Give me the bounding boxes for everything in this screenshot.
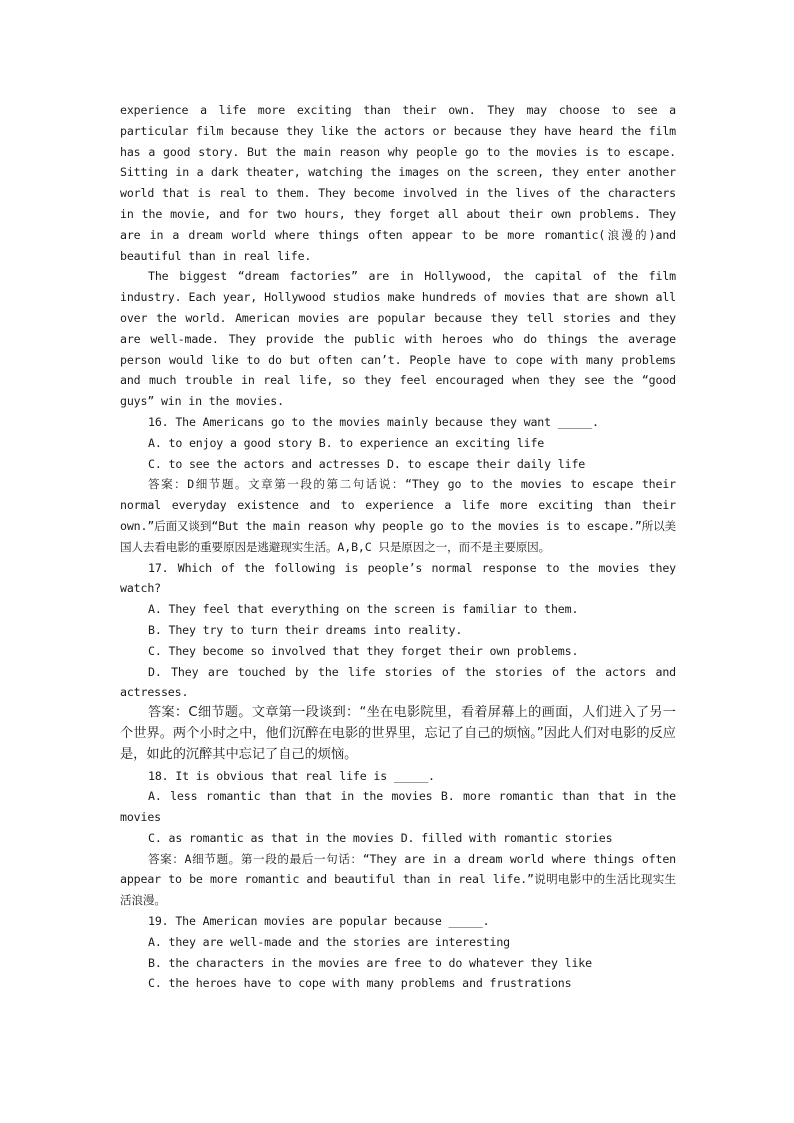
passage-paragraph-1: experience a life more exciting than their own. They may choose to see a particular film because they like the actors or because they have heard the film has a good story. But the main reason why people go to the movies is to escape. Sitting in a dark theater, watching the images on the screen, they enter another world that is real to them. They become involved in the lives of the characters in the movie, and for two hours, they forget all about their own problems. They are in a dream world where things often appear to be more romantic(浪漫的)and beautiful than in real life. — [120, 103, 676, 263]
question-16-options-row-1: A. to enjoy a good story B. to experience an exciting life — [148, 435, 545, 450]
question-16-options-row-2: C. to see the actors and actresses D. to escape their daily life — [148, 456, 586, 471]
passage-paragraph-2: The biggest “dream factories” are in Hollywood, the capital of the film industry. Each year, Hollywood studios make hundreds of movies that are shown all over the world. American movies are popular because they tell stories and they are well-made. They provide the public with heroes who do things the average person would like to do but often can’t. People have to cope with many problems and much trouble in real life, so they feel encouraged when they see the “good guys” win in the movies. — [120, 269, 676, 409]
question-17-option-c: C. They become so involved that they forget their own problems. — [148, 643, 579, 658]
question-19-option-b: B. the characters in the movies are free to do whatever they like — [148, 955, 592, 970]
question-16-answer: 答案：D细节题。文章第一段的第二句话说：“They go to the movies to escape their normal everyday existence and to experience a life more exciting than their own.”后面又谈到“But the main reason why people go to the movies is to escape.”所以美国人去看电影的重要原因是逃避现实生活。A,B,C 只是原因之一，而不是主要原因。 — [120, 477, 676, 554]
question-18-options-row-1: A. less romantic than that in the movies B. more romantic than that in the movies — [120, 789, 676, 825]
document-body — [120, 100, 676, 994]
question-16-stem: 16. The Americans go to the movies mainly because they want _____. — [148, 414, 599, 429]
question-18-stem: 18. It is obvious that real life is _____. — [148, 768, 435, 783]
question-17-answer: 答案：C细节题。文章第一段谈到：“坐在电影院里，看着屏幕上的画面，人们进入了另一个世界。两个小时之中，他们沉醉在电影的世界里，忘记了自己的烦恼。”因此人们对电影的反应是，如此的沉醉其中忘记了自己的烦恼。 — [120, 705, 676, 762]
question-19-option-a: A. they are well-made and the stories are interesting — [148, 934, 510, 949]
question-19-option-c: C. the heroes have to cope with many problems and frustrations — [148, 976, 572, 991]
question-17-option-a: A. They feel that everything on the screen is familiar to them. — [148, 602, 579, 617]
question-19-stem: 19. The American movies are popular because _____. — [148, 914, 490, 929]
question-17-stem: 17. Which of the following is people’s normal response to the movies they watch? — [120, 560, 676, 596]
question-17-option-d: D. They are touched by the life stories of the stories of the actors and actresses. — [120, 664, 676, 700]
question-17-option-b: B. They try to turn their dreams into reality. — [148, 622, 463, 637]
question-18-options-row-2: C. as romantic as that in the movies D. filled with romantic stories — [148, 830, 613, 845]
question-18-answer: 答案：A细节题。第一段的最后一句话：“They are in a dream world where things often appear to be more romantic and beautiful than in real life.”说明电影中的生活比现实生活浪漫。 — [120, 851, 676, 908]
